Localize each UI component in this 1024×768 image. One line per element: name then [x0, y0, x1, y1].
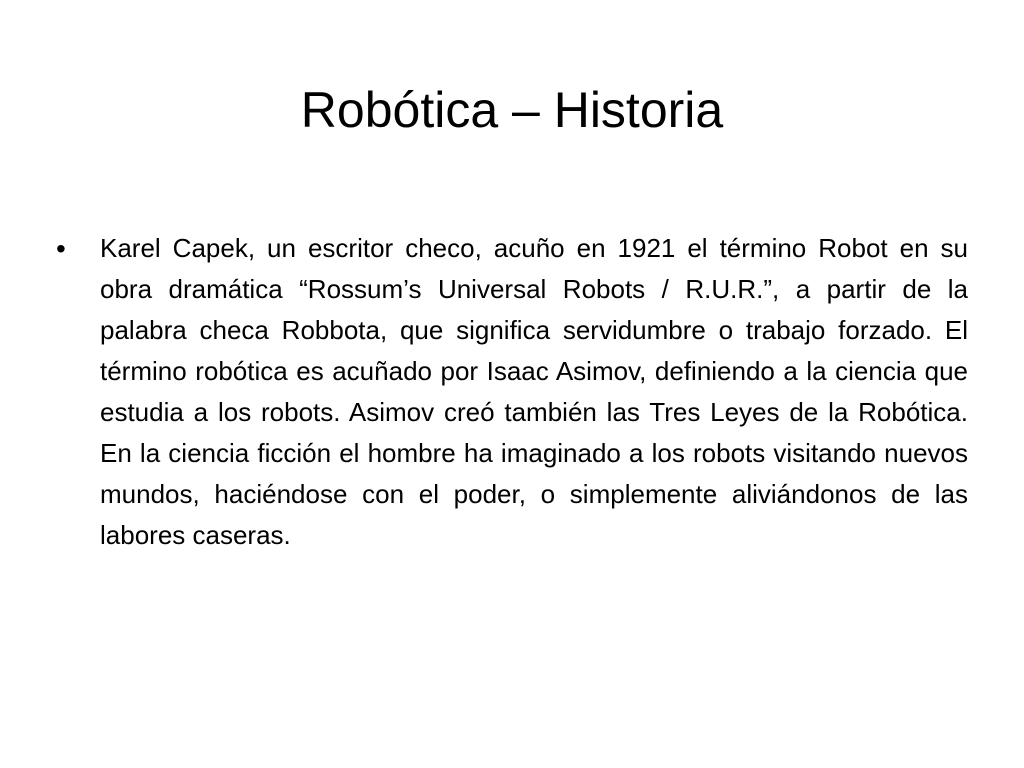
bullet-list	[56, 228, 968, 556]
bullet-marker: •	[56, 233, 66, 264]
slide-title: Robótica – Historia	[300, 82, 724, 138]
bullet-text: Karel Capek, un escritor checo, acuño en 1921 el término Robot en su obra dramática “Rossum’s Universal Robots / R.U.R.”, a partir de la palabra checa Robbota, que significa servidumbre o trabajo forzado. El término robótica es acuñado por Isaac Asimov, definiendo a la ciencia que estudia a los robots. Asimov creó también las Tres Leyes de la Robótica. En la ciencia ficción el hombre ha imaginado a los robots visitando nuevos mundos, haciéndose con el poder, o simplemente aliviándonos de las labores caseras.	[100, 233, 968, 550]
bullet-item	[56, 228, 968, 556]
